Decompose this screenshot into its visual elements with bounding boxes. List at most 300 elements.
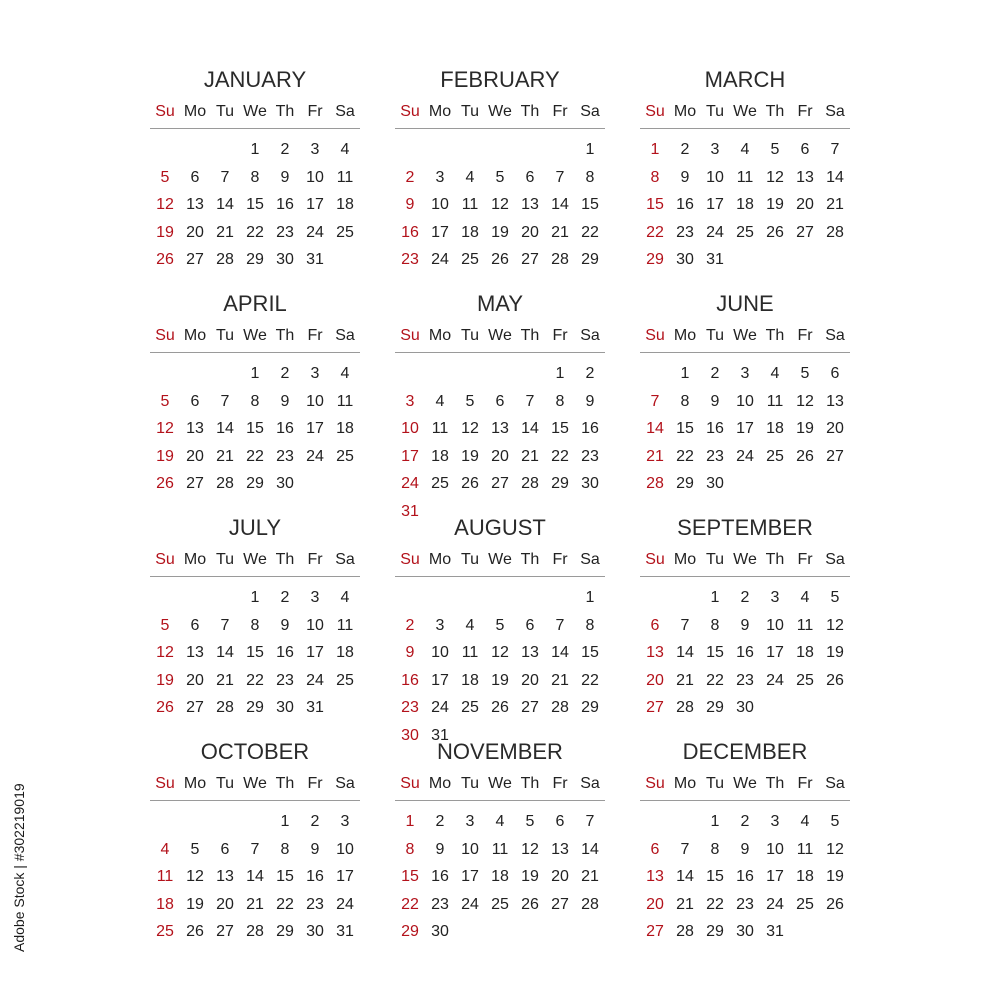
day-cell: 16	[736, 868, 754, 885]
weekday-header: Th	[275, 551, 295, 568]
day-cell: 28	[676, 699, 694, 716]
day-cell: 22	[276, 895, 294, 913]
day-cell: 6	[555, 813, 565, 830]
weekday-header: We	[733, 551, 757, 568]
day-cell: 30	[276, 251, 294, 268]
day-cell: 17	[461, 868, 479, 885]
day-cell: 3	[340, 813, 350, 830]
day-cell: 24	[766, 671, 784, 689]
day-cell: 9	[585, 392, 595, 410]
day-cell: 4	[465, 616, 475, 634]
day-cell: 31	[306, 251, 324, 268]
day-cell: 26	[521, 895, 539, 913]
weekday-header: Su	[400, 327, 420, 344]
day-cell: 23	[736, 895, 754, 913]
day-cell: 13	[186, 644, 204, 661]
day-cell: 24	[461, 895, 479, 913]
day-cell: 1	[650, 141, 660, 158]
day-cell: 21	[676, 895, 694, 913]
day-cell: 4	[340, 365, 350, 382]
month-december	[640, 738, 850, 938]
day-cell: 1	[585, 141, 595, 158]
day-cell: 29	[706, 923, 724, 940]
day-cell: 6	[650, 840, 660, 858]
day-cell: 3	[435, 616, 445, 634]
day-cell: 27	[186, 475, 204, 492]
day-cell: 11	[766, 392, 784, 410]
day-cell: 2	[280, 141, 290, 158]
day-cell: 5	[160, 616, 170, 634]
day-cell: 29	[276, 923, 294, 940]
day-cell: 16	[431, 868, 449, 885]
day-cell: 14	[246, 868, 264, 885]
weekday-header: We	[488, 775, 512, 792]
month-title: JULY	[228, 515, 282, 540]
day-cell: 24	[766, 895, 784, 913]
day-cell: 3	[465, 813, 475, 830]
weekday-header: We	[243, 327, 267, 344]
day-cell: 2	[280, 365, 290, 382]
day-cell: 23	[581, 447, 599, 465]
header-rule	[640, 352, 850, 353]
day-cell: 7	[250, 840, 260, 858]
day-cell: 29	[581, 699, 599, 716]
header-rule	[640, 800, 850, 801]
day-cell: 9	[710, 392, 720, 410]
day-cell: 10	[336, 840, 354, 858]
day-cell: 28	[216, 699, 234, 716]
weekday-header: Th	[765, 103, 785, 120]
day-cell: 1	[250, 589, 260, 606]
weekday-header: Mo	[673, 327, 697, 344]
day-cell: 18	[336, 196, 354, 213]
day-cell: 25	[461, 699, 479, 716]
month-title: OCTOBER	[200, 739, 310, 764]
weekday-header: Fr	[307, 775, 323, 792]
day-cell: 16	[276, 420, 294, 437]
day-cell: 17	[306, 644, 324, 661]
day-cell: 23	[401, 251, 419, 268]
month-title: FEBRUARY	[440, 67, 560, 92]
weekday-header: Sa	[825, 327, 845, 344]
day-cell: 22	[246, 223, 264, 241]
day-cell: 9	[435, 840, 445, 858]
month-title: APRIL	[223, 291, 287, 316]
day-cell: 4	[800, 589, 810, 606]
day-cell: 25	[336, 447, 354, 465]
day-cell: 27	[826, 447, 844, 465]
day-cell: 22	[246, 671, 264, 689]
day-cell: 12	[461, 420, 479, 437]
day-cell: 13	[491, 420, 509, 437]
day-cell: 13	[551, 840, 569, 858]
day-cell: 8	[250, 392, 260, 410]
day-cell: 26	[766, 223, 784, 241]
month-march	[640, 66, 850, 266]
month-title: JUNE	[716, 291, 774, 316]
day-cell: 29	[706, 699, 724, 716]
weekday-header: Tu	[705, 103, 725, 120]
day-cell: 10	[461, 840, 479, 858]
day-cell: 9	[405, 196, 415, 213]
header-rule	[395, 800, 605, 801]
day-cell: 15	[551, 420, 569, 437]
weekday-header: Th	[520, 551, 540, 568]
day-cell: 18	[796, 644, 814, 661]
day-cell: 13	[796, 168, 814, 186]
day-cell: 24	[401, 475, 419, 492]
day-cell: 5	[830, 589, 840, 606]
day-cell: 22	[706, 671, 724, 689]
day-cell: 3	[405, 392, 415, 410]
day-cell: 31	[306, 699, 324, 716]
weekday-header: Sa	[335, 551, 355, 568]
day-cell: 28	[826, 223, 844, 241]
month-november	[395, 738, 605, 938]
weekday-header: Fr	[552, 103, 568, 120]
weekday-header: Su	[155, 327, 175, 344]
day-cell: 18	[431, 447, 449, 465]
day-cell: 30	[736, 923, 754, 940]
day-cell: 6	[525, 168, 535, 186]
day-cell: 11	[156, 868, 174, 885]
day-cell: 1	[555, 365, 565, 382]
weekday-header: Tu	[460, 551, 480, 568]
day-cell: 6	[650, 616, 660, 634]
day-cell: 17	[766, 644, 784, 661]
weekday-header: Sa	[825, 775, 845, 792]
day-cell: 13	[186, 196, 204, 213]
day-cell: 11	[491, 840, 509, 858]
day-cell: 14	[646, 420, 664, 437]
day-cell: 4	[340, 589, 350, 606]
weekday-header: Tu	[460, 775, 480, 792]
day-cell: 19	[156, 223, 174, 241]
day-cell: 22	[401, 895, 419, 913]
weekday-header: Su	[645, 327, 665, 344]
header-rule	[150, 576, 360, 577]
day-cell: 12	[156, 420, 174, 437]
day-cell: 6	[190, 168, 200, 186]
weekday-header: Tu	[215, 775, 235, 792]
day-cell: 29	[401, 923, 419, 940]
day-cell: 22	[551, 447, 569, 465]
day-cell: 5	[495, 168, 505, 186]
day-cell: 12	[826, 616, 844, 634]
day-cell: 14	[676, 868, 694, 885]
day-cell: 21	[521, 447, 539, 465]
day-cell: 16	[581, 420, 599, 437]
day-cell: 29	[676, 475, 694, 492]
header-rule	[395, 576, 605, 577]
month-title: SEPTEMBER	[677, 515, 813, 540]
weekday-header: Th	[765, 551, 785, 568]
day-cell: 9	[310, 840, 320, 858]
day-cell: 12	[186, 868, 204, 885]
day-cell: 31	[766, 923, 784, 940]
day-cell: 3	[310, 365, 320, 382]
day-cell: 21	[581, 868, 599, 885]
day-cell: 15	[646, 196, 664, 213]
day-cell: 19	[156, 447, 174, 465]
day-cell: 22	[246, 447, 264, 465]
day-cell: 25	[491, 895, 509, 913]
month-august	[395, 514, 605, 744]
day-cell: 11	[336, 616, 354, 634]
day-cell: 2	[740, 813, 750, 830]
day-cell: 9	[680, 168, 690, 186]
day-cell: 22	[646, 223, 664, 241]
day-cell: 28	[551, 699, 569, 716]
day-cell: 3	[770, 813, 780, 830]
day-cell: 17	[336, 868, 354, 885]
weekday-header: Mo	[428, 327, 452, 344]
day-cell: 20	[521, 223, 539, 241]
day-cell: 7	[830, 141, 840, 158]
weekday-header: Tu	[705, 551, 725, 568]
weekday-header: Sa	[580, 775, 600, 792]
weekday-header: Sa	[580, 327, 600, 344]
header-rule	[150, 800, 360, 801]
day-cell: 30	[431, 923, 449, 940]
day-cell: 10	[306, 168, 324, 186]
weekday-header: Tu	[705, 775, 725, 792]
day-cell: 31	[706, 251, 724, 268]
day-cell: 7	[220, 168, 230, 186]
day-cell: 14	[581, 840, 599, 858]
month-january	[150, 66, 360, 266]
day-cell: 25	[796, 895, 814, 913]
day-cell: 10	[431, 644, 449, 661]
weekday-header: Fr	[552, 775, 568, 792]
day-cell: 9	[280, 392, 290, 410]
day-cell: 19	[826, 644, 844, 661]
day-cell: 4	[495, 813, 505, 830]
day-cell: 29	[246, 251, 264, 268]
weekday-header: We	[243, 103, 267, 120]
day-cell: 23	[306, 895, 324, 913]
day-cell: 30	[706, 475, 724, 492]
day-cell: 7	[680, 840, 690, 858]
day-cell: 19	[156, 671, 174, 689]
weekday-header: We	[243, 775, 267, 792]
day-cell: 18	[156, 895, 174, 913]
day-cell: 15	[246, 644, 264, 661]
day-cell: 17	[306, 420, 324, 437]
weekday-header: We	[243, 551, 267, 568]
weekday-header: Sa	[335, 775, 355, 792]
day-cell: 26	[156, 251, 174, 268]
day-cell: 28	[551, 251, 569, 268]
day-cell: 3	[310, 589, 320, 606]
day-cell: 21	[216, 223, 234, 241]
day-cell: 14	[216, 420, 234, 437]
weekday-header: We	[733, 775, 757, 792]
day-cell: 12	[491, 196, 509, 213]
day-cell: 30	[276, 475, 294, 492]
day-cell: 5	[495, 616, 505, 634]
weekday-header: Sa	[580, 103, 600, 120]
day-cell: 12	[521, 840, 539, 858]
day-cell: 25	[336, 223, 354, 241]
weekday-header: Mo	[673, 551, 697, 568]
weekday-header: Su	[645, 103, 665, 120]
day-cell: 23	[736, 671, 754, 689]
month-june	[640, 290, 850, 490]
day-cell: 23	[401, 699, 419, 716]
day-cell: 15	[581, 644, 599, 661]
day-cell: 23	[276, 223, 294, 241]
day-cell: 14	[216, 644, 234, 661]
day-cell: 22	[706, 895, 724, 913]
day-cell: 19	[491, 671, 509, 689]
day-cell: 11	[431, 420, 449, 437]
day-cell: 4	[340, 141, 350, 158]
day-cell: 7	[220, 616, 230, 634]
day-cell: 16	[401, 223, 419, 241]
day-cell: 21	[826, 196, 844, 213]
day-cell: 8	[585, 168, 595, 186]
day-cell: 11	[796, 616, 814, 634]
day-cell: 16	[276, 196, 294, 213]
day-cell: 7	[220, 392, 230, 410]
day-cell: 27	[491, 475, 509, 492]
day-cell: 28	[246, 923, 264, 940]
weekday-header: Su	[155, 551, 175, 568]
day-cell: 12	[156, 196, 174, 213]
day-cell: 20	[796, 196, 814, 213]
day-cell: 8	[710, 616, 720, 634]
day-cell: 14	[551, 644, 569, 661]
weekday-header: Sa	[580, 551, 600, 568]
day-cell: 20	[551, 868, 569, 885]
day-cell: 18	[461, 671, 479, 689]
weekday-header: Mo	[183, 327, 207, 344]
day-cell: 19	[521, 868, 539, 885]
day-cell: 9	[740, 840, 750, 858]
day-cell: 2	[280, 589, 290, 606]
weekday-header: Mo	[183, 103, 207, 120]
day-cell: 31	[431, 726, 449, 744]
day-cell: 6	[495, 392, 505, 410]
weekday-header: Fr	[797, 775, 813, 792]
month-title: AUGUST	[454, 515, 546, 540]
day-cell: 11	[336, 168, 354, 186]
day-cell: 18	[336, 644, 354, 661]
day-cell: 10	[736, 392, 754, 410]
day-cell: 13	[216, 868, 234, 885]
day-cell: 16	[276, 644, 294, 661]
day-cell: 1	[405, 813, 415, 830]
day-cell: 24	[306, 223, 324, 241]
day-cell: 20	[646, 671, 664, 689]
day-cell: 27	[216, 923, 234, 940]
day-cell: 19	[796, 420, 814, 437]
weekday-header: Th	[520, 327, 540, 344]
weekday-header: Su	[645, 775, 665, 792]
day-cell: 21	[216, 671, 234, 689]
weekday-header: Mo	[673, 103, 697, 120]
weekday-header: We	[488, 327, 512, 344]
day-cell: 24	[736, 447, 754, 465]
day-cell: 1	[710, 813, 720, 830]
day-cell: 30	[581, 475, 599, 492]
weekday-header: Su	[400, 103, 420, 120]
weekday-header: Su	[645, 551, 665, 568]
day-cell: 7	[585, 813, 595, 830]
day-cell: 21	[676, 671, 694, 689]
day-cell: 14	[551, 196, 569, 213]
month-title: MARCH	[704, 67, 786, 92]
day-cell: 21	[551, 223, 569, 241]
day-cell: 31	[336, 923, 354, 940]
day-cell: 3	[310, 141, 320, 158]
day-cell: 30	[676, 251, 694, 268]
day-cell: 23	[431, 895, 449, 913]
day-cell: 10	[401, 420, 419, 437]
day-cell: 15	[276, 868, 294, 885]
day-cell: 21	[216, 447, 234, 465]
day-cell: 11	[336, 392, 354, 410]
day-cell: 22	[581, 671, 599, 689]
day-cell: 4	[465, 168, 475, 186]
day-cell: 24	[306, 671, 324, 689]
header-rule	[395, 352, 605, 353]
weekday-header: Fr	[307, 103, 323, 120]
day-cell: 9	[280, 168, 290, 186]
day-cell: 15	[706, 644, 724, 661]
weekday-header: Th	[520, 775, 540, 792]
day-cell: 16	[706, 420, 724, 437]
day-cell: 13	[186, 420, 204, 437]
day-cell: 2	[585, 365, 595, 382]
day-cell: 26	[461, 475, 479, 492]
day-cell: 6	[800, 141, 810, 158]
day-cell: 6	[220, 840, 230, 858]
weekday-header: We	[488, 103, 512, 120]
weekday-header: Fr	[552, 551, 568, 568]
day-cell: 11	[796, 840, 814, 858]
day-cell: 8	[250, 616, 260, 634]
day-cell: 27	[551, 895, 569, 913]
day-cell: 10	[766, 840, 784, 858]
day-cell: 12	[796, 392, 814, 410]
weekday-header: Sa	[335, 327, 355, 344]
day-cell: 29	[246, 475, 264, 492]
day-cell: 5	[830, 813, 840, 830]
day-cell: 1	[250, 141, 260, 158]
day-cell: 17	[706, 196, 724, 213]
day-cell: 1	[250, 365, 260, 382]
day-cell: 10	[766, 616, 784, 634]
weekday-header: Su	[400, 551, 420, 568]
day-cell: 1	[710, 589, 720, 606]
weekday-header: Sa	[825, 551, 845, 568]
day-cell: 12	[156, 644, 174, 661]
day-cell: 4	[435, 392, 445, 410]
stock-id-label: Adobe Stock | #302219019	[11, 783, 27, 952]
day-cell: 8	[710, 840, 720, 858]
day-cell: 12	[491, 644, 509, 661]
month-may	[395, 290, 605, 520]
day-cell: 24	[431, 251, 449, 268]
weekday-header: Tu	[215, 327, 235, 344]
day-cell: 29	[581, 251, 599, 268]
day-cell: 25	[461, 251, 479, 268]
day-cell: 5	[190, 840, 200, 858]
weekday-header: We	[733, 327, 757, 344]
day-cell: 18	[766, 420, 784, 437]
